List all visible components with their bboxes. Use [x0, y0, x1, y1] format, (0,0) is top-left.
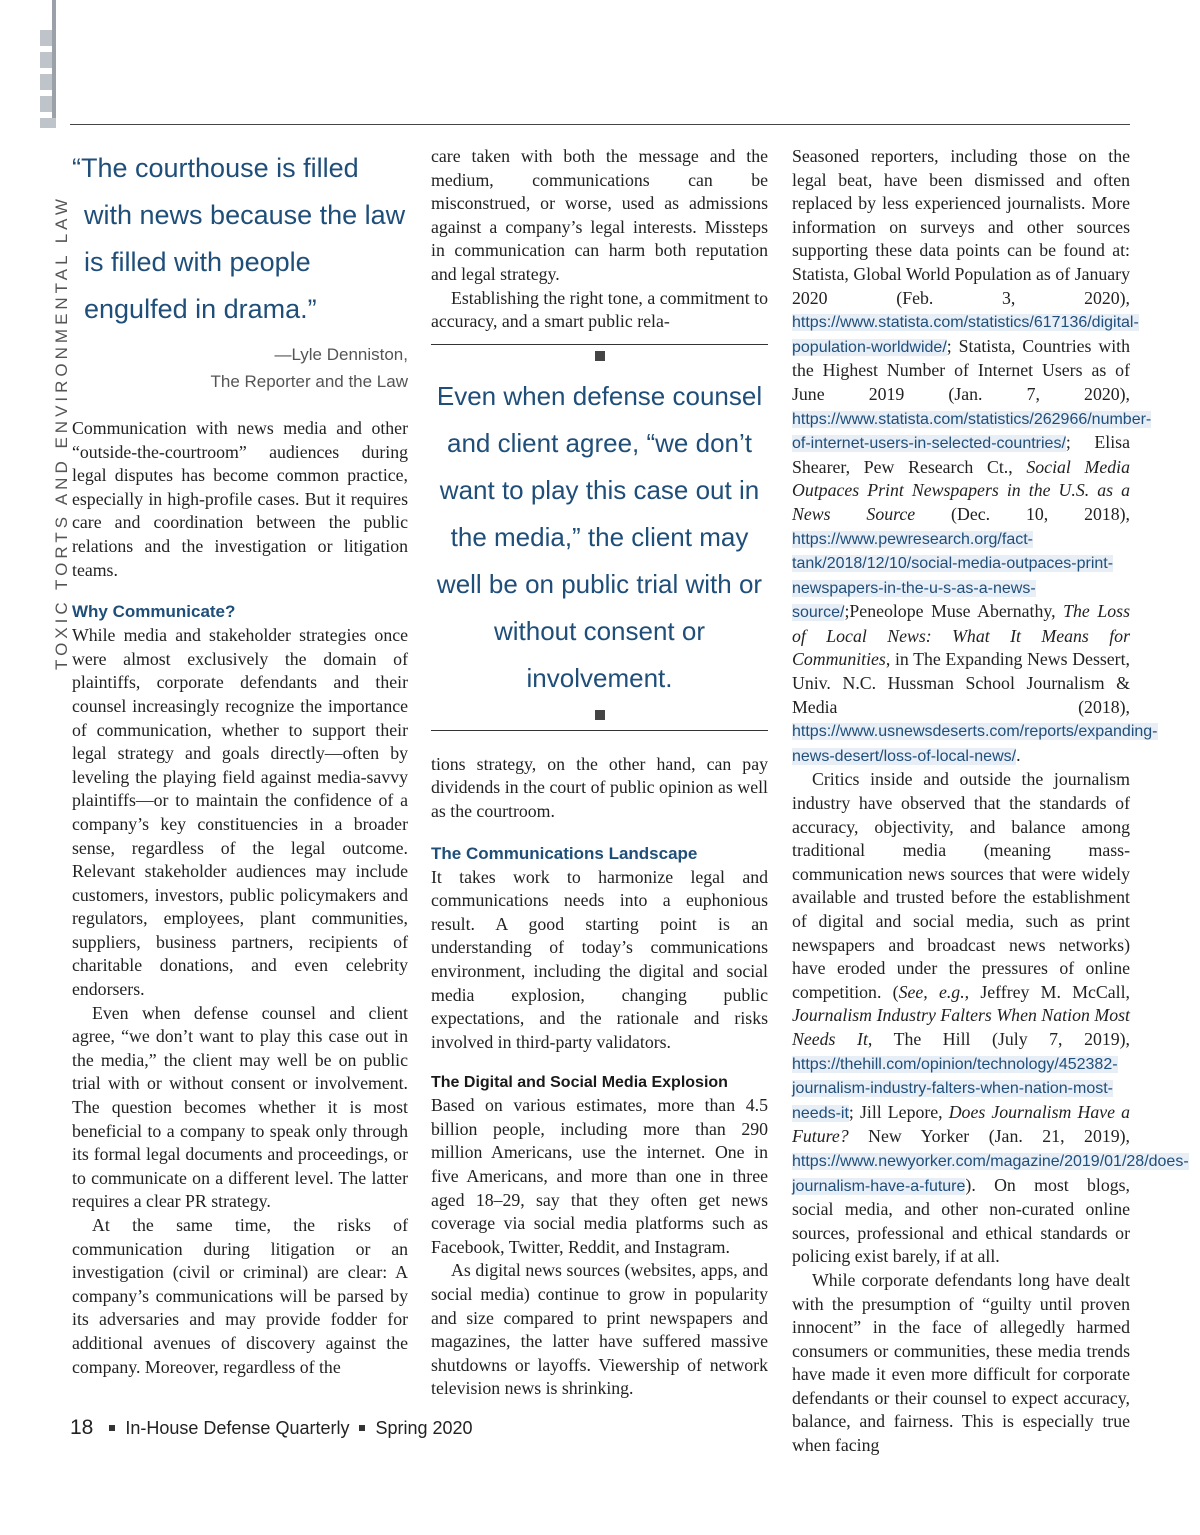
- margin-mark: [40, 118, 56, 128]
- text-run: Jeffrey M. McCall,: [969, 981, 1130, 1002]
- top-rule: [70, 124, 1130, 125]
- section-label: [52, 170, 72, 670]
- body-paragraph: Communication with news media and other “outside-the-courtroom” audiences during legal disputes has become common practice, especially in high-profile cases. But it requires care and coordination between the public relations and the investigation or litigation teams.: [72, 418, 408, 580]
- text-run: (Dec. 10, 2018),: [915, 503, 1130, 524]
- reference-link[interactable]: https://thehill.com/opinion/technology/452382-journalism-industry-falters-when-nation-most-needs-it: [792, 1055, 1118, 1122]
- reference-link[interactable]: https://www.statista.com/statistics/617136/digital-population-worldwide/: [792, 314, 1139, 356]
- text-run: , The Hill (July 7, 2019),: [867, 1028, 1130, 1049]
- text-run: ;Peneolope Muse Abernathy,: [844, 601, 1064, 622]
- square-bullet-icon: [595, 710, 605, 720]
- text-run: Seasoned reporters, including those on the legal beat, have been dismissed and often replaced by less experienced journalists. More information on surveys and other sources supporting these data points can be found at: Statista, Global World Population as of January 2020 (Feb. 3, 2020),: [792, 146, 1130, 308]
- body-paragraph: Even when defense counsel and client agree, “we don’t want to play this case out in the media,” the client may well be on public trial with or without consent or involvement. The question becomes whether it is most beneficial to a company to speak only through its formal legal documents and proceedings, or to communicate on a different level. The latter requires a clear PR strategy.: [72, 1002, 408, 1212]
- column-2: [431, 145, 768, 1401]
- publication-name: In-House Defense Quarterly: [125, 1418, 350, 1438]
- page-footer: [70, 1416, 473, 1440]
- pull-quote: [431, 344, 768, 731]
- column-3: [792, 145, 1189, 1458]
- text-run: ; Elisa Shearer, Pew Research Ct.,: [792, 432, 1130, 477]
- body-paragraph: care taken with both the message and the medium, communications can be misconstrued, or worse, used as admissions against a company’s legal interests. Missteps in communication can harm both reputation and legal strategy.: [431, 146, 768, 284]
- quote-attribution: [72, 341, 408, 395]
- section-label-text: TOXIC TORTS AND ENVIRONMENTAL LAW: [52, 195, 71, 670]
- italic-title: The Loss of Local News: What It Means for Communities: [792, 601, 1130, 670]
- section-heading: Why Communicate?: [72, 602, 236, 622]
- text-run: ). On most blogs, social media, and other non-curated online sources, professional and ethical standards or policing exist barely, if at all.: [792, 1174, 1130, 1267]
- square-bullet-icon: [109, 1425, 115, 1431]
- reference-link[interactable]: https://www.newyorker.com/magazine/2019/01/28/does-journalism-have-a-future: [792, 1152, 1189, 1195]
- italic-title: Journalism Industry Falters When Nation Most Needs It: [792, 1005, 1130, 1049]
- body-paragraph: Establishing the right tone, a commitment to accuracy, and a smart public rela-: [431, 287, 768, 332]
- page-number: 18: [70, 1416, 94, 1439]
- subsection-heading: The Digital and Social Media Explosion: [431, 1074, 728, 1092]
- body-paragraph: As digital news sources (websites, apps, and social media) continue to grow in popularity and size compared to print newspapers and magazines, the latter have suffered massive shutdowns or layoffs. Viewership of network television news is shrinking.: [431, 1260, 768, 1399]
- body-paragraph: [792, 145, 1158, 768]
- body-paragraph: While corporate defendants long have dealt with the presumption of “guilty until proven innocent” in the face of allegedly harmed consumers or communities, these media trends have made it even more difficult for corporate defendants or their counsel to expect accuracy, balance, and fairness. This is especially true when facing: [792, 1269, 1130, 1456]
- italic-title: Does Journalism Have a Future?: [792, 1101, 1130, 1147]
- text-run: Critics inside and outside the journalism industry have observed that the standards of accuracy, objectivity, and balance among traditional media (meaning mass-communication news sources that were widely available and trusted before the establishment of digital and social media, such as print newspapers and broadcast news networks) have eroded under the pressures of online competition. (: [792, 769, 1130, 1002]
- opening-quote: “The courthouse is filled with news because the law is filled with people engulfed in drama.”: [72, 153, 406, 324]
- italic-title: Social Media Outpaces Print Newspapers in the U.S. as a News Source: [792, 456, 1130, 524]
- square-bullet-icon: [595, 351, 605, 361]
- body-paragraph: It takes work to harmonize legal and communications needs into a euphonious result. A good starting point is an understanding of today’s communications environment, including the digital and social media explosion, changing public expectations, and the rationale and risks involved in third-party validators.: [431, 866, 768, 1052]
- body-paragraph: [792, 768, 1189, 1268]
- section-heading: The Communications Landscape: [431, 843, 698, 863]
- square-bullet-icon: [359, 1425, 365, 1431]
- margin-bar: [52, 0, 56, 118]
- body-paragraph: While media and stakeholder strategies once were almost exclusively the domain of plaintiffs, corporate defendants and their counsel increasingly recognize the importance of communication, whether to support their legal strategy and goals directly—often by leveling the playing field against media-savvy plaintiffs—or to maintain the confidence of a company’s key constituencies in a broader sense, regardless of the legal outcome. Relevant stakeholder audiences may include customers, investors, public policymakers and regulators, employees, plant communities, suppliers, business partners, recipients of charitable donations, and even celebrity endorsers.: [72, 625, 408, 1000]
- text-run: ; Statista, Countries with the Highest Number of Internet Users as of June 2019 (Jan. 7, 2020),: [792, 335, 1130, 404]
- body-paragraph: Based on various estimates, more than 4.5 billion people, including more than 290 million Americans, use the internet. One in five Americans, and more than one in three aged 18–29, say that they often get news coverage via social media platforms such as Facebook, Twitter, Reddit, and Instagram.: [431, 1095, 768, 1257]
- reference-link[interactable]: https://www.pewresearch.org/fact-tank/2018/12/10/social-media-outpaces-print-newspapers-in-the-u-s-as-a-news-source/: [792, 530, 1114, 622]
- quote-source: The Reporter and the Law: [210, 372, 408, 391]
- column-1: [72, 145, 408, 1379]
- text-run: ; Jill Lepore,: [848, 1101, 949, 1122]
- text-run: , in The Expanding News Dessert, Univ. N.C. Hussman School Journalism & Media (2018),: [792, 649, 1130, 717]
- text-run: New Yorker (Jan. 21, 2019),: [848, 1126, 1130, 1147]
- pull-quote-text: Even when defense counsel and client agree, “we don’t want to play this case out in the media,” the client may well be on public trial with or without consent or involvement.: [436, 380, 763, 693]
- issue-date: Spring 2020: [375, 1418, 473, 1438]
- body-paragraph: At the same time, the risks of communication during litigation or an investigation (civil or criminal) are clear: A company’s communications will be parsed by its adversaries and may provide fodder for additional avenues of discovery against the company. Moreover, regardless of the: [72, 1215, 408, 1377]
- text-run: .: [1016, 744, 1021, 765]
- quote-author: —Lyle Denniston,: [274, 345, 408, 364]
- reference-link[interactable]: https://www.usnewsdeserts.com/reports/expanding-news-desert/loss-of-local-news/: [792, 723, 1158, 765]
- italic-signal: See, e.g.,: [898, 981, 970, 1002]
- reference-link[interactable]: https://www.statista.com/statistics/262966/number-of-internet-users-in-selected-countries/: [792, 410, 1152, 453]
- body-paragraph: tions strategy, on the other hand, can pay dividends in the court of public opinion as well as the courtroom.: [431, 753, 768, 821]
